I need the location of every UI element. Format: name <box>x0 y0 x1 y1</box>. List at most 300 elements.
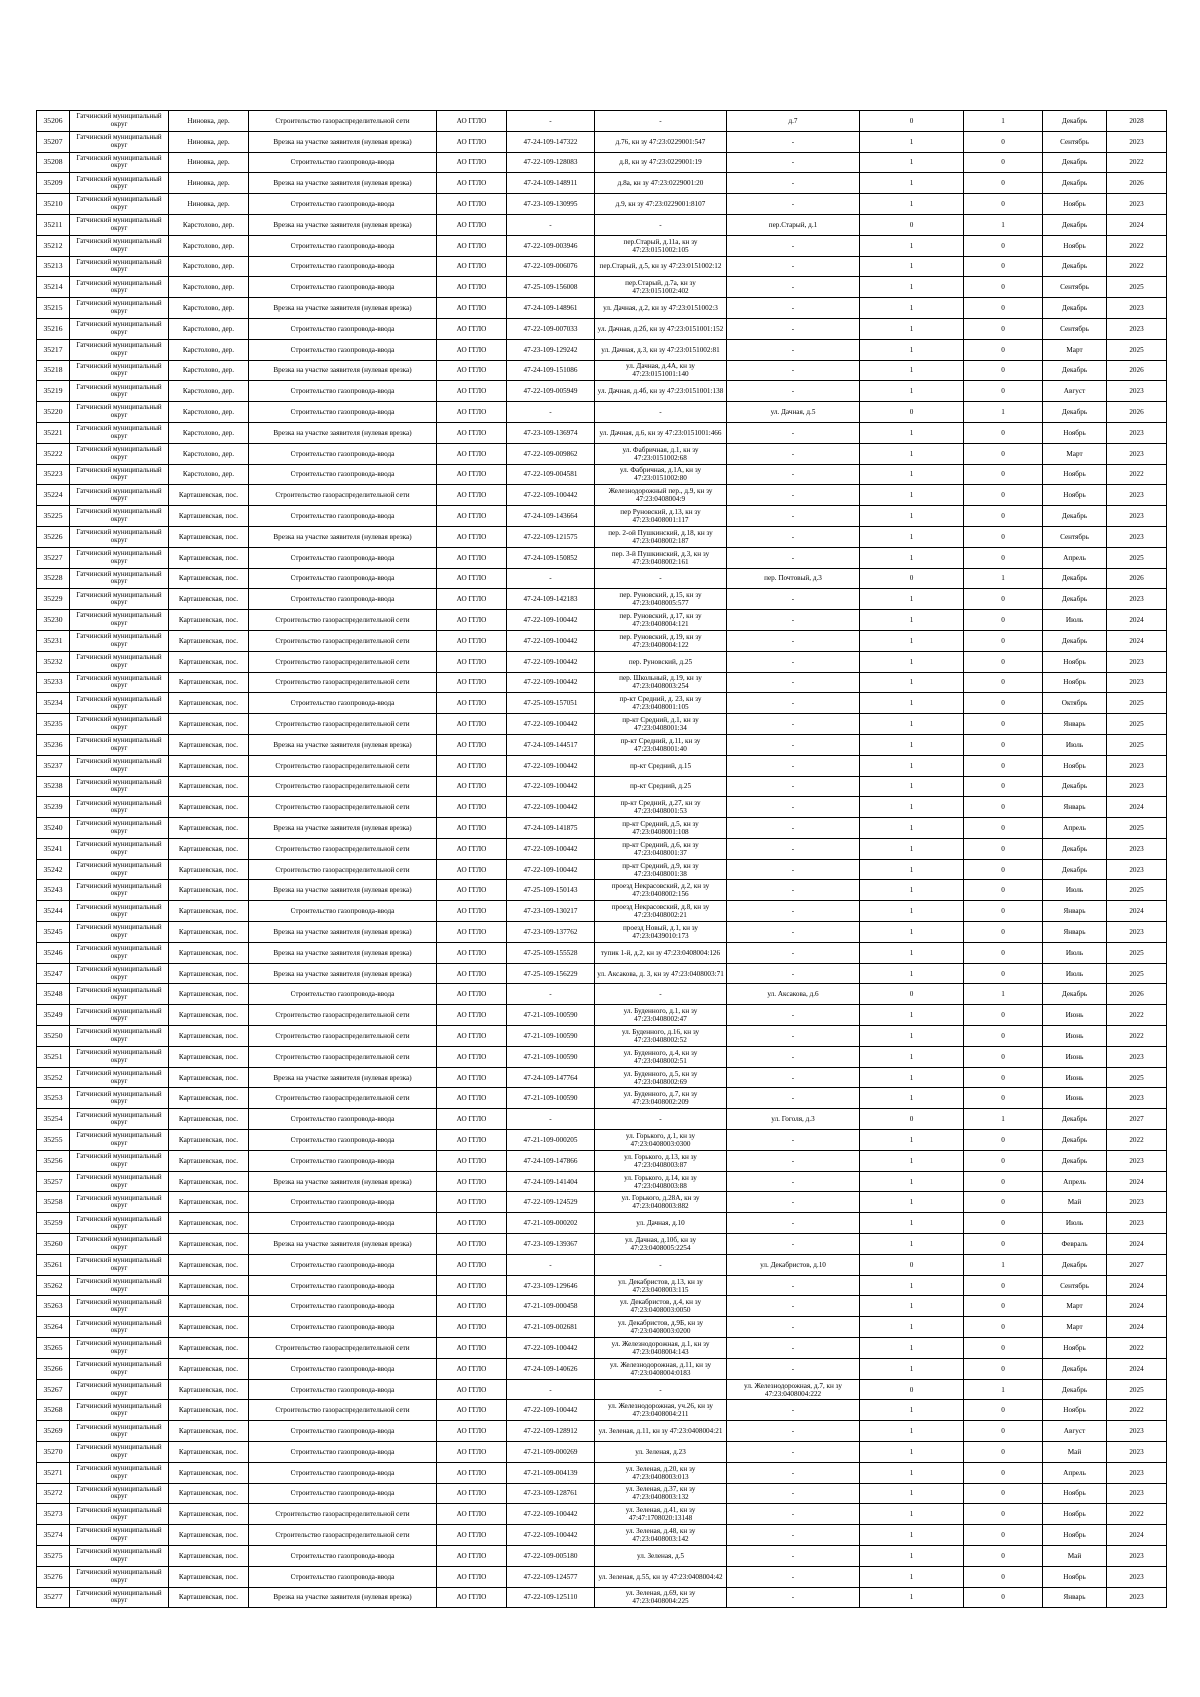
count-a-cell: 0 <box>860 111 964 132</box>
month-cell: Июнь <box>1043 1005 1107 1026</box>
contract-number-cell: 47-25-109-156008 <box>507 277 595 298</box>
count-b-cell: 0 <box>964 1421 1043 1442</box>
address-cadastral-cell: - <box>595 111 727 132</box>
table-row <box>37 506 1167 527</box>
row-number-cell: 35259 <box>37 1213 70 1234</box>
planned-address-cell: - <box>727 901 860 922</box>
address-cadastral-cell: ул. Фабричная, д.1, кн зу 47:23:0151002:68 <box>595 443 727 464</box>
contract-number-cell: 47-22-109-100442 <box>507 859 595 880</box>
count-b-cell: 0 <box>964 339 1043 360</box>
year-cell: 2022 <box>1107 152 1167 173</box>
address-cadastral-cell: ул. Зеленая, д.55, кн зу 47:23:0408004:42 <box>595 1566 727 1587</box>
month-cell: Январь <box>1043 714 1107 735</box>
address-cadastral-cell: Железнодорожный пер., д.9, кн зу 47:23:0408004:9 <box>595 485 727 506</box>
row-number-cell: 35207 <box>37 131 70 152</box>
contract-number-cell: 47-21-109-000269 <box>507 1442 595 1463</box>
row-number-cell: 35230 <box>37 610 70 631</box>
address-cadastral-cell: пер. 3-й Пушкинский, д.3, кн зу 47:23:0408002:161 <box>595 547 727 568</box>
address-cadastral-cell: ул. Буденного, д.16, кн зу 47:23:0408002:52 <box>595 1026 727 1047</box>
row-number-cell: 35250 <box>37 1026 70 1047</box>
count-a-cell: 1 <box>860 630 964 651</box>
month-cell: Июль <box>1043 942 1107 963</box>
count-a-cell: 0 <box>860 568 964 589</box>
address-cadastral-cell: пр-кт Средний, д.11, кн зу 47:23:0408001:40 <box>595 734 727 755</box>
district-cell: Гатчинский муниципальный округ <box>70 1213 169 1234</box>
organization-cell: АО ГГЛО <box>437 1026 507 1047</box>
month-cell: Июнь <box>1043 1067 1107 1088</box>
row-number-cell: 35229 <box>37 589 70 610</box>
row-number-cell: 35223 <box>37 464 70 485</box>
locality-cell: Карташевская, пос. <box>169 1483 249 1504</box>
count-b-cell: 0 <box>964 942 1043 963</box>
count-b-cell: 0 <box>964 547 1043 568</box>
table-row <box>37 298 1167 319</box>
planned-address-cell: - <box>727 1046 860 1067</box>
locality-cell: Карташевская, пос. <box>169 1358 249 1379</box>
row-number-cell: 35221 <box>37 422 70 443</box>
year-cell: 2025 <box>1107 734 1167 755</box>
address-cadastral-cell: ул. Зеленая, д.41, кн зу 47:47:1708020:13148 <box>595 1504 727 1525</box>
planned-address-cell: - <box>727 339 860 360</box>
count-a-cell: 1 <box>860 506 964 527</box>
district-cell: Гатчинский муниципальный округ <box>70 131 169 152</box>
row-number-cell: 35265 <box>37 1338 70 1359</box>
month-cell: Февраль <box>1043 1234 1107 1255</box>
month-cell: Январь <box>1043 1587 1107 1608</box>
address-cadastral-cell: пр-кт Средний, д.1, кн зу 47:23:0408001:34 <box>595 714 727 735</box>
year-cell: 2023 <box>1107 1587 1167 1608</box>
table-row <box>37 1525 1167 1546</box>
table-row <box>37 485 1167 506</box>
work-type-cell: Врезка на участке заявителя (нулевая врезка) <box>249 298 437 319</box>
year-cell: 2023 <box>1107 922 1167 943</box>
organization-cell: АО ГГЛО <box>437 1379 507 1400</box>
count-b-cell: 0 <box>964 714 1043 735</box>
work-type-cell: Строительство газопровода-ввода <box>249 402 437 423</box>
row-number-cell: 35208 <box>37 152 70 173</box>
month-cell: Июль <box>1043 734 1107 755</box>
contract-number-cell: - <box>507 214 595 235</box>
organization-cell: АО ГГЛО <box>437 214 507 235</box>
organization-cell: АО ГГЛО <box>437 734 507 755</box>
organization-cell: АО ГГЛО <box>437 360 507 381</box>
contract-number-cell: 47-24-109-148911 <box>507 173 595 194</box>
count-b-cell: 0 <box>964 1442 1043 1463</box>
address-cadastral-cell: - <box>595 214 727 235</box>
year-cell: 2026 <box>1107 984 1167 1005</box>
address-cadastral-cell: пр-кт Средний, д.9, кн зу 47:23:0408001:38 <box>595 859 727 880</box>
count-a-cell: 1 <box>860 693 964 714</box>
work-type-cell: Строительство газораспределительной сети <box>249 630 437 651</box>
contract-number-cell: 47-22-109-100442 <box>507 1504 595 1525</box>
count-a-cell: 1 <box>860 131 964 152</box>
district-cell: Гатчинский муниципальный округ <box>70 1358 169 1379</box>
address-cadastral-cell: пер. 2-ой Пушкинский, д.18, кн зу 47:23:0408002:187 <box>595 526 727 547</box>
work-type-cell: Строительство газораспределительной сети <box>249 1005 437 1026</box>
count-b-cell: 0 <box>964 755 1043 776</box>
district-cell: Гатчинский муниципальный округ <box>70 443 169 464</box>
count-b-cell: 0 <box>964 797 1043 818</box>
locality-cell: Карстолово, дер. <box>169 464 249 485</box>
table-row <box>37 1566 1167 1587</box>
contract-number-cell: 47-25-109-156229 <box>507 963 595 984</box>
locality-cell: Карстолово, дер. <box>169 402 249 423</box>
count-a-cell: 1 <box>860 1067 964 1088</box>
month-cell: Ноябрь <box>1043 194 1107 215</box>
district-cell: Гатчинский муниципальный округ <box>70 1587 169 1608</box>
planned-address-cell: - <box>727 1566 860 1587</box>
count-a-cell: 1 <box>860 1005 964 1026</box>
table-row <box>37 693 1167 714</box>
year-cell: 2026 <box>1107 173 1167 194</box>
locality-cell: Карташевская, пос. <box>169 797 249 818</box>
table-row <box>37 402 1167 423</box>
count-b-cell: 0 <box>964 1296 1043 1317</box>
row-number-cell: 35218 <box>37 360 70 381</box>
work-type-cell: Строительство газопровода-ввода <box>249 339 437 360</box>
organization-cell: АО ГГЛО <box>437 1462 507 1483</box>
address-cadastral-cell: ул. Зеленая, д.20, кн зу 47:23:0408003:013 <box>595 1462 727 1483</box>
locality-cell: Карташевская, пос. <box>169 734 249 755</box>
month-cell: Июль <box>1043 963 1107 984</box>
year-cell: 2023 <box>1107 859 1167 880</box>
contract-number-cell: 47-22-109-128083 <box>507 152 595 173</box>
work-type-cell: Строительство газопровода-ввода <box>249 589 437 610</box>
year-cell: 2022 <box>1107 1130 1167 1151</box>
locality-cell: Ниновка, дер. <box>169 131 249 152</box>
table-row <box>37 610 1167 631</box>
year-cell: 2025 <box>1107 693 1167 714</box>
count-a-cell: 0 <box>860 984 964 1005</box>
locality-cell: Карташевская, пос. <box>169 1046 249 1067</box>
row-number-cell: 35277 <box>37 1587 70 1608</box>
address-cadastral-cell: ул. Дачная, д.10 <box>595 1213 727 1234</box>
row-number-cell: 35276 <box>37 1566 70 1587</box>
table-row <box>37 1545 1167 1566</box>
month-cell: Ноябрь <box>1043 1525 1107 1546</box>
month-cell: Декабрь <box>1043 984 1107 1005</box>
planned-address-cell: ул. Гоголя, д.3 <box>727 1109 860 1130</box>
count-a-cell: 1 <box>860 922 964 943</box>
address-cadastral-cell: - <box>595 984 727 1005</box>
month-cell: Апрель <box>1043 1171 1107 1192</box>
planned-address-cell: - <box>727 1005 860 1026</box>
locality-cell: Карташевская, пос. <box>169 1130 249 1151</box>
organization-cell: АО ГГЛО <box>437 194 507 215</box>
planned-address-cell: - <box>727 131 860 152</box>
contract-number-cell: 47-22-109-100442 <box>507 797 595 818</box>
count-b-cell: 0 <box>964 651 1043 672</box>
year-cell: 2024 <box>1107 901 1167 922</box>
locality-cell: Карстолово, дер. <box>169 298 249 319</box>
address-cadastral-cell: ул. Зеленая, д.5 <box>595 1545 727 1566</box>
district-cell: Гатчинский муниципальный округ <box>70 818 169 839</box>
work-type-cell: Врезка на участке заявителя (нулевая врезка) <box>249 734 437 755</box>
contract-number-cell: 47-21-109-100590 <box>507 1046 595 1067</box>
locality-cell: Карстолово, дер. <box>169 277 249 298</box>
month-cell: Декабрь <box>1043 589 1107 610</box>
locality-cell: Карташевская, пос. <box>169 1400 249 1421</box>
planned-address-cell: - <box>727 1587 860 1608</box>
count-b-cell: 1 <box>964 1254 1043 1275</box>
contract-number-cell: 47-22-109-100442 <box>507 776 595 797</box>
contract-number-cell: 47-25-109-150143 <box>507 880 595 901</box>
district-cell: Гатчинский муниципальный округ <box>70 422 169 443</box>
count-b-cell: 1 <box>964 984 1043 1005</box>
contract-number-cell: - <box>507 1109 595 1130</box>
contract-number-cell: 47-21-109-000202 <box>507 1213 595 1234</box>
work-type-cell: Строительство газораспределительной сети <box>249 1046 437 1067</box>
month-cell: Ноябрь <box>1043 1504 1107 1525</box>
month-cell: Декабрь <box>1043 402 1107 423</box>
locality-cell: Карташевская, пос. <box>169 1275 249 1296</box>
organization-cell: АО ГГЛО <box>437 443 507 464</box>
address-cadastral-cell: ул. Дачная, д.4б, кн зу 47:23:0151001:138 <box>595 381 727 402</box>
contract-number-cell: 47-22-109-100442 <box>507 714 595 735</box>
table-row <box>37 984 1167 1005</box>
month-cell: Ноябрь <box>1043 464 1107 485</box>
address-cadastral-cell: ул. Дачная, д.6, кн зу 47:23:0151001:466 <box>595 422 727 443</box>
row-number-cell: 35245 <box>37 922 70 943</box>
district-cell: Гатчинский муниципальный округ <box>70 1504 169 1525</box>
month-cell: Ноябрь <box>1043 1483 1107 1504</box>
row-number-cell: 35273 <box>37 1504 70 1525</box>
year-cell: 2024 <box>1107 1296 1167 1317</box>
count-b-cell: 0 <box>964 277 1043 298</box>
planned-address-cell: - <box>727 1213 860 1234</box>
planned-address-cell: - <box>727 298 860 319</box>
row-number-cell: 35266 <box>37 1358 70 1379</box>
count-b-cell: 1 <box>964 402 1043 423</box>
district-cell: Гатчинский муниципальный округ <box>70 838 169 859</box>
organization-cell: АО ГГЛО <box>437 422 507 443</box>
year-cell: 2026 <box>1107 360 1167 381</box>
table-row <box>37 360 1167 381</box>
work-type-cell: Врезка на участке заявителя (нулевая врезка) <box>249 131 437 152</box>
planned-address-cell: - <box>727 485 860 506</box>
work-type-cell: Строительство газопровода-ввода <box>249 1566 437 1587</box>
planned-address-cell: - <box>727 506 860 527</box>
table-row <box>37 1234 1167 1255</box>
address-cadastral-cell: пер. Руновский, д.17, кн зу 47:23:0408004:121 <box>595 610 727 631</box>
address-cadastral-cell: - <box>595 1379 727 1400</box>
district-cell: Гатчинский муниципальный округ <box>70 214 169 235</box>
year-cell: 2023 <box>1107 131 1167 152</box>
work-type-cell: Строительство газораспределительной сети <box>249 610 437 631</box>
row-number-cell: 35241 <box>37 838 70 859</box>
work-type-cell: Строительство газораспределительной сети <box>249 776 437 797</box>
count-b-cell: 0 <box>964 381 1043 402</box>
contract-number-cell: 47-22-109-100442 <box>507 1400 595 1421</box>
row-number-cell: 35239 <box>37 797 70 818</box>
year-cell: 2023 <box>1107 526 1167 547</box>
month-cell: Август <box>1043 1421 1107 1442</box>
work-type-cell: Строительство газопровода-ввода <box>249 1358 437 1379</box>
count-a-cell: 1 <box>860 734 964 755</box>
planned-address-cell: - <box>727 360 860 381</box>
organization-cell: АО ГГЛО <box>437 1296 507 1317</box>
count-a-cell: 1 <box>860 1421 964 1442</box>
address-cadastral-cell: ул. Аксакова, д. 3, кн зу 47:23:0408003:71 <box>595 963 727 984</box>
month-cell: Январь <box>1043 922 1107 943</box>
organization-cell: АО ГГЛО <box>437 901 507 922</box>
row-number-cell: 35267 <box>37 1379 70 1400</box>
count-a-cell: 1 <box>860 152 964 173</box>
month-cell: Ноябрь <box>1043 235 1107 256</box>
district-cell: Гатчинский муниципальный округ <box>70 672 169 693</box>
planned-address-cell: - <box>727 1421 860 1442</box>
organization-cell: АО ГГЛО <box>437 173 507 194</box>
year-cell: 2023 <box>1107 1192 1167 1213</box>
address-cadastral-cell: тупик 1-й, д.2, кн зу 47:23:0408004:126 <box>595 942 727 963</box>
count-a-cell: 1 <box>860 464 964 485</box>
planned-address-cell: - <box>727 880 860 901</box>
organization-cell: АО ГГЛО <box>437 651 507 672</box>
planned-address-cell: - <box>727 1296 860 1317</box>
count-a-cell: 1 <box>860 589 964 610</box>
work-type-cell: Строительство газопровода-ввода <box>249 1213 437 1234</box>
planned-address-cell: - <box>727 422 860 443</box>
table-row <box>37 797 1167 818</box>
row-number-cell: 35271 <box>37 1462 70 1483</box>
month-cell: Декабрь <box>1043 568 1107 589</box>
work-type-cell: Врезка на участке заявителя (нулевая врезка) <box>249 526 437 547</box>
count-a-cell: 1 <box>860 422 964 443</box>
address-cadastral-cell: ул. Фабричная, д.1А, кн зу 47:23:0151002:80 <box>595 464 727 485</box>
work-type-cell: Строительство газопровода-ввода <box>249 256 437 277</box>
organization-cell: АО ГГЛО <box>437 1171 507 1192</box>
organization-cell: АО ГГЛО <box>437 776 507 797</box>
work-type-cell: Строительство газопровода-ввода <box>249 506 437 527</box>
planned-address-cell: - <box>727 464 860 485</box>
work-type-cell: Строительство газораспределительной сети <box>249 755 437 776</box>
organization-cell: АО ГГЛО <box>437 1421 507 1442</box>
locality-cell: Карташевская, пос. <box>169 1254 249 1275</box>
organization-cell: АО ГГЛО <box>437 922 507 943</box>
count-a-cell: 1 <box>860 942 964 963</box>
district-cell: Гатчинский муниципальный округ <box>70 1088 169 1109</box>
district-cell: Гатчинский муниципальный округ <box>70 734 169 755</box>
district-cell: Гатчинский муниципальный округ <box>70 256 169 277</box>
contract-number-cell: 47-22-109-121575 <box>507 526 595 547</box>
work-type-cell: Строительство газораспределительной сети <box>249 111 437 132</box>
count-a-cell: 1 <box>860 797 964 818</box>
year-cell: 2024 <box>1107 610 1167 631</box>
organization-cell: АО ГГЛО <box>437 1545 507 1566</box>
table-row <box>37 235 1167 256</box>
contract-number-cell: 47-21-109-100590 <box>507 1026 595 1047</box>
locality-cell: Карстолово, дер. <box>169 422 249 443</box>
district-cell: Гатчинский муниципальный округ <box>70 859 169 880</box>
month-cell: Ноябрь <box>1043 1566 1107 1587</box>
year-cell: 2023 <box>1107 651 1167 672</box>
work-type-cell: Строительство газораспределительной сети <box>249 1088 437 1109</box>
district-cell: Гатчинский муниципальный округ <box>70 1046 169 1067</box>
district-cell: Гатчинский муниципальный округ <box>70 506 169 527</box>
work-type-cell: Врезка на участке заявителя (нулевая врезка) <box>249 942 437 963</box>
contract-number-cell: 47-22-109-004581 <box>507 464 595 485</box>
contract-number-cell: 47-25-109-155528 <box>507 942 595 963</box>
count-b-cell: 1 <box>964 111 1043 132</box>
table-row <box>37 714 1167 735</box>
work-type-cell: Строительство газораспределительной сети <box>249 651 437 672</box>
address-cadastral-cell: пр-кт Средний, д.6, кн зу 47:23:0408001:37 <box>595 838 727 859</box>
count-b-cell: 1 <box>964 1379 1043 1400</box>
planned-address-cell: - <box>727 526 860 547</box>
work-type-cell: Строительство газораспределительной сети <box>249 714 437 735</box>
year-cell: 2024 <box>1107 1234 1167 1255</box>
row-number-cell: 35219 <box>37 381 70 402</box>
address-cadastral-cell: пер. Школьный, д.19, кн зу 47:23:0408003:254 <box>595 672 727 693</box>
work-type-cell: Строительство газопровода-ввода <box>249 547 437 568</box>
district-cell: Гатчинский муниципальный округ <box>70 714 169 735</box>
table-row <box>37 568 1167 589</box>
planned-address-cell: - <box>727 1525 860 1546</box>
month-cell: Декабрь <box>1043 776 1107 797</box>
row-number-cell: 35260 <box>37 1234 70 1255</box>
year-cell: 2024 <box>1107 1358 1167 1379</box>
table-row <box>37 277 1167 298</box>
count-b-cell: 0 <box>964 963 1043 984</box>
work-type-cell: Врезка на участке заявителя (нулевая врезка) <box>249 963 437 984</box>
month-cell: Март <box>1043 1317 1107 1338</box>
locality-cell: Карташевская, пос. <box>169 818 249 839</box>
year-cell: 2023 <box>1107 485 1167 506</box>
organization-cell: АО ГГЛО <box>437 859 507 880</box>
address-cadastral-cell: д.76, кн зу 47:23:0229001:547 <box>595 131 727 152</box>
contract-number-cell: 47-21-109-000205 <box>507 1130 595 1151</box>
table-row <box>37 859 1167 880</box>
work-type-cell: Строительство газопровода-ввода <box>249 277 437 298</box>
locality-cell: Карташевская, пос. <box>169 984 249 1005</box>
district-cell: Гатчинский муниципальный округ <box>70 797 169 818</box>
table-row <box>37 1504 1167 1525</box>
district-cell: Гатчинский муниципальный округ <box>70 111 169 132</box>
count-a-cell: 1 <box>860 1317 964 1338</box>
count-a-cell: 0 <box>860 1109 964 1130</box>
organization-cell: АО ГГЛО <box>437 672 507 693</box>
month-cell: Ноябрь <box>1043 485 1107 506</box>
year-cell: 2028 <box>1107 111 1167 132</box>
work-type-cell: Строительство газопровода-ввода <box>249 152 437 173</box>
month-cell: Март <box>1043 1296 1107 1317</box>
planned-address-cell: ул. Дачная, д.5 <box>727 402 860 423</box>
count-a-cell: 1 <box>860 963 964 984</box>
table-row <box>37 214 1167 235</box>
locality-cell: Карташевская, пос. <box>169 1150 249 1171</box>
work-type-cell: Врезка на участке заявителя (нулевая врезка) <box>249 1587 437 1608</box>
count-b-cell: 1 <box>964 568 1043 589</box>
address-cadastral-cell: пр-кт Средний, д.15 <box>595 755 727 776</box>
year-cell: 2022 <box>1107 235 1167 256</box>
count-a-cell: 1 <box>860 298 964 319</box>
locality-cell: Карташевская, пос. <box>169 630 249 651</box>
count-b-cell: 0 <box>964 318 1043 339</box>
planned-address-cell: - <box>727 942 860 963</box>
locality-cell: Карташевская, пос. <box>169 589 249 610</box>
district-cell: Гатчинский муниципальный округ <box>70 1296 169 1317</box>
planned-address-cell: - <box>727 734 860 755</box>
row-number-cell: 35236 <box>37 734 70 755</box>
table-row <box>37 963 1167 984</box>
locality-cell: Карташевская, пос. <box>169 755 249 776</box>
work-type-cell: Строительство газопровода-ввода <box>249 1192 437 1213</box>
year-cell: 2023 <box>1107 298 1167 319</box>
row-number-cell: 35253 <box>37 1088 70 1109</box>
planned-address-cell: - <box>727 194 860 215</box>
count-b-cell: 0 <box>964 818 1043 839</box>
work-type-cell: Строительство газопровода-ввода <box>249 1379 437 1400</box>
